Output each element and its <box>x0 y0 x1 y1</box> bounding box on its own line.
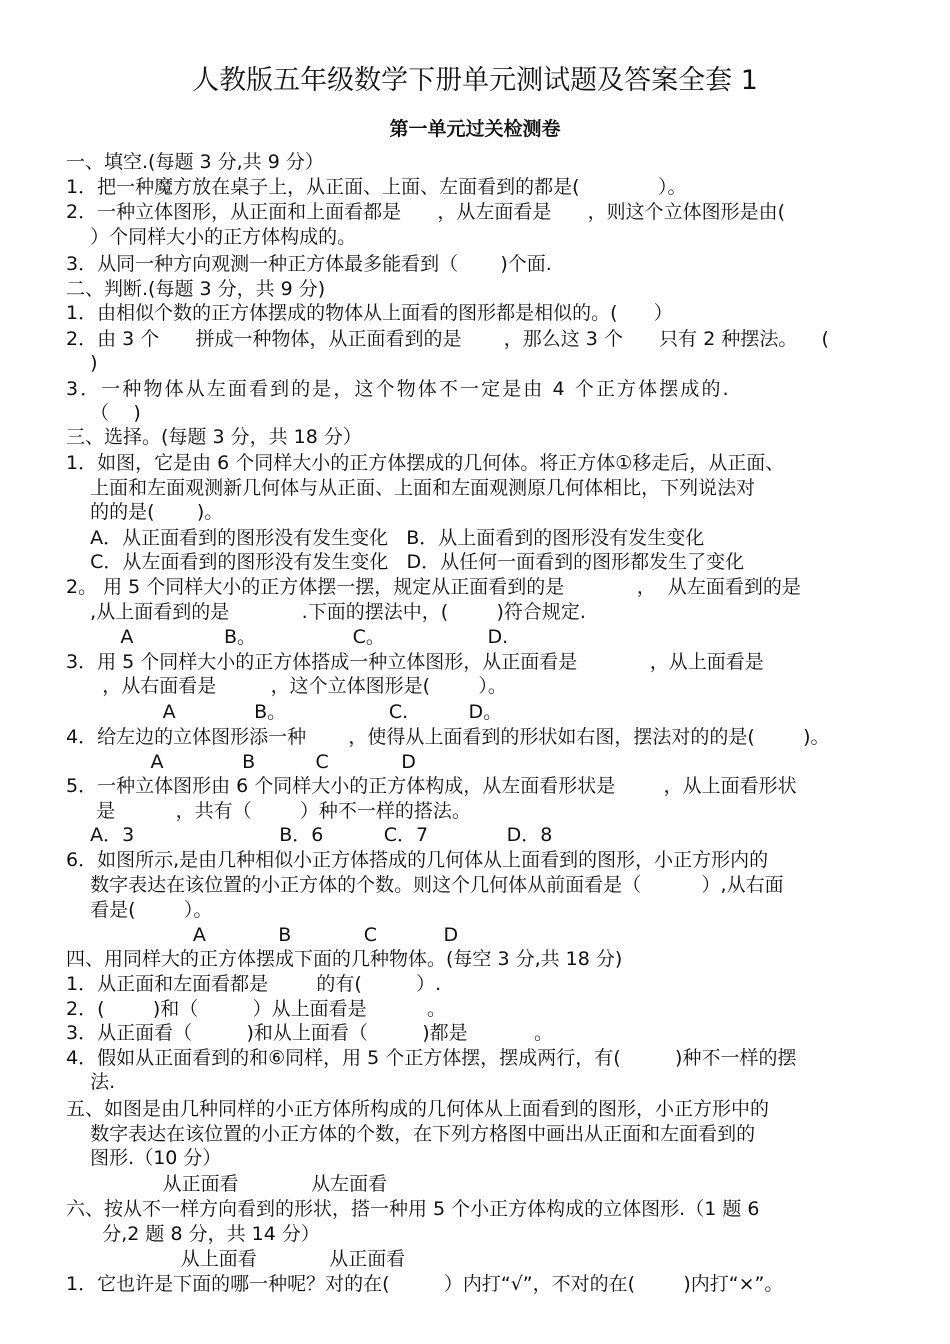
text-line: 1．由相似个数的正方体摆成的物体从上面看的图形都是相似的。( ） <box>66 302 673 324</box>
text-line: A B。 C. D。 <box>66 701 503 723</box>
text-line: ）个同样大小的正方体构成的。 <box>66 226 357 248</box>
text-line: 从上面看 从正面看 <box>66 1248 406 1270</box>
text-line: 法. <box>66 1071 116 1093</box>
text-line: A．3 B．6 C．7 D．8 <box>66 824 553 846</box>
text-line: 分,2 题 8 分，共 14 分） <box>66 1223 320 1245</box>
text-line: 2．由 3 个 拼成一种物体，从正面看到的是 ，那么这 3 个 只有 2 种摆法。 ( <box>66 328 829 350</box>
text-line: 4．给左边的立体图形添一种 ，使得从上面看到的形状如右图，摆法对的的是( )。 <box>66 726 830 748</box>
text-line: 2。 用 5 个同样大小的正方体摆一摆，规定从正面看到的是 ， 从左面看到的是 <box>66 576 801 598</box>
text-line: 2．( )和（ ）从上面看是 。 <box>66 998 446 1020</box>
text-line: 从正面看 从左面看 <box>66 1173 388 1195</box>
text-line: 5．一种立体图形由 6 个同样大小的正方体构成，从左面看形状是 ，从上面看形状 <box>66 775 797 797</box>
text-line: 看是( ）。 <box>66 899 213 921</box>
text-line: A B C D <box>66 924 459 946</box>
text-line: ) <box>66 352 98 374</box>
page-subtitle: 第一单元过关检测卷 <box>389 118 561 140</box>
text-line: C．从左面看到的图形没有发生变化 D．从任何一面看到的图形都发生了变化 <box>66 551 745 573</box>
text-line: 数字表达在该位置的小正方体的个数。则这个几何体从前面看是（ ）,从右面 <box>66 874 784 896</box>
text-line: A B。 C。 D. <box>66 626 509 648</box>
text-line: 三、选择。(每题 3 分，共 18 分） <box>66 426 362 448</box>
text-line: 是 ，共有（ ）种不一样的搭法。 <box>66 800 471 822</box>
text-line: 数字表达在该位置的小正方体的个数，在下列方格图中画出从正面和左面看到的 <box>66 1123 756 1145</box>
text-line: 4．假如从正面看到的和⑥同样，用 5 个正方体摆，摆成两行，有( )种不一样的摆 <box>66 1047 797 1069</box>
text-line: 四、用同样大的正方体摆成下面的几种物体。(每空 3 分,共 18 分) <box>66 948 623 970</box>
text-line: 的的是( )。 <box>66 501 224 523</box>
text-line: 一、填空.(每题 3 分,共 9 分） <box>66 151 324 173</box>
text-line: 3．从正面看（ )和从上面看（ )都是 。 <box>66 1022 554 1044</box>
text-line: 1．它也许是下面的哪一种呢？对的在( ）内打“√”，不对的在( )内打“×”。 <box>66 1273 784 1295</box>
text-line: 3．一种物体从左面看到的是，这个物体不一定是由 4 个正方体摆成的. <box>66 378 731 400</box>
text-line: 1．如图，它是由 6 个同样大小的正方体摆成的几何体。将正方体①移走后，从正面、 <box>66 452 785 474</box>
text-line: ,从上面看到的是 .下面的摆法中，( )符合规定. <box>66 601 586 623</box>
text-line: A B C D <box>66 751 416 773</box>
text-line: 3．用 5 个同样大小的正方体搭成一种立体图形，从正面看是 ，从上面看是 <box>66 651 764 673</box>
text-line: 六、按从不一样方向看到的形状，搭一种用 5 个小正方体构成的立体图形.（1 题 6 <box>66 1198 760 1220</box>
text-line: ，从右面看是 ，这个立体图形是( ）。 <box>66 675 507 697</box>
text-line: 2．一种立体图形，从正面和上面看都是 ，从左面看是 ，则这个立体图形是由( <box>66 201 785 223</box>
text-line: A．从正面看到的图形没有发生变化 B．从上面看到的图形没有发生变化 <box>66 527 705 549</box>
text-line: 图形.（10 分） <box>66 1147 222 1169</box>
text-line: 上面和左面观测新几何体与从正面、上面和左面观测原几何体相比，下列说法对 <box>66 477 756 499</box>
page-title: 人教版五年级数学下册单元测试题及答案全套 1 <box>192 65 758 96</box>
text-line: 6．如图所示,是由几种相似小正方体搭成的几何体从上面看到的图形，小正方形内的 <box>66 849 769 871</box>
text-line: 1．把一种魔方放在桌子上，从正面、上面、左面看到的都是( ）。 <box>66 176 687 198</box>
text-line: （ ) <box>66 402 141 424</box>
text-line: 1．从正面和左面看都是 的有( ）. <box>66 973 442 995</box>
text-line: 3．从同一种方向观测一种正方体最多能看到（ )个面. <box>66 253 552 275</box>
text-line: 二、判断.(每题 3 分，共 9 分) <box>66 278 326 300</box>
text-line: 五、如图是由几种同样的小正方体所构成的几何体从上面看到的图形，小正方形中的 <box>66 1098 770 1120</box>
